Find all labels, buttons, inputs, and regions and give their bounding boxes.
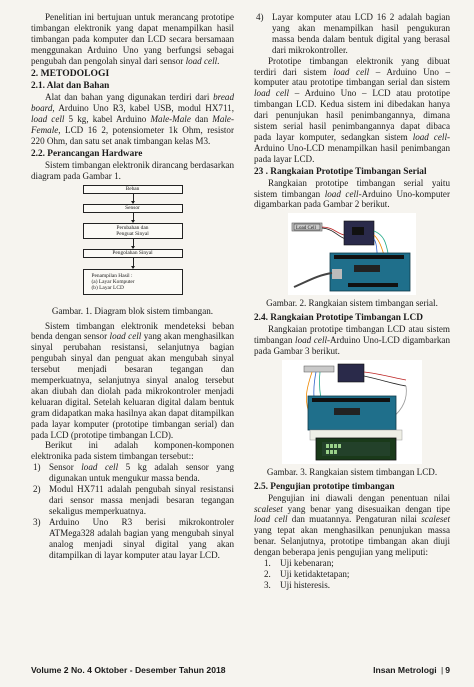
serial-paragraph: Rangkaian prototipe timbangan serial yaitu sistem timbangan load cell-Arduino Uno-komputer digambarkan pada Gambar 2 berikut. [254,177,450,210]
subsection-heading-lcd: 2.4. Rangkaian Prototipe Timbangan LCD [254,313,423,324]
prototipe-paragraph: Prototipe timbangan elektronik yang dibuat terdiri dari sistem load cell – Arduino Uno – komputer atau prototipe timbangan serial dan sistem load cell – Arduino Uno – LCD atau prototipe timbangan LCD. Kedua sistem ini dibedakan hanya dari penunjukan hasil penimbangannya, dimana sistem serial hasil penimbangannya dapat dibaca pada layar komputer, sedangkan sistem load cell-Arduino Uno-LCD menampilkan hasil penimbangan pada layar LCD. [254,55,451,164]
footer-separator: | [440,665,444,675]
figure-2-caption: Gambar. 2. Rangkaian sistem timbangan serial. [266,298,438,309]
serial-circuit-illustration [288,213,416,295]
lcd-circuit-illustration [282,360,422,464]
diagram-arrow [133,239,134,248]
left-column [31,12,234,560]
list-item: 3) Arduino Uno R3 berisi mikrokontroler ATMega328 adalah bagian yang mengubah sinyal analog menjadi sinyal digital yang akan ditampilkan di layar komputer atau layar LCD. [33,516,234,560]
page-footer [31,665,450,675]
list-item: 2) Modul HX711 adalah pengubah sinyal resistansi dari sensor massa menjadi besaran tegangan sekaligus memperkuatnya. [33,484,234,516]
subsection-heading-alat: 2.1. Alat dan Bahan [31,81,110,92]
diagram-text: Penguat Sinyal [116,231,149,237]
diagram-text: Perubahan dan [116,224,149,231]
page-number: 9 [445,665,450,675]
journal-name: Insan Metrologi [373,665,437,675]
subsection-heading-serial: 23 . Rangkaian Prototipe Timbangan Serial [254,166,427,177]
block-diagram [63,185,203,303]
test-list-item: 2. Uji ketidaktetapan; [264,569,350,579]
list-item: 1) Sensor load cell 5 kg adalah sensor yang digunakan untuk mengukur massa benda. [33,462,234,484]
diagram-text: (b) Layar LCD [91,285,124,292]
diagram-text: (a) Layar Komputer [91,279,135,285]
figure-3-caption: Gambar. 3. Rangkaian sistem timbangan LCD. [266,466,438,477]
diagram-box-pengolahan: Pengolahan Sinyal [83,249,183,258]
pengujian-paragraph: Pengujian ini diawali dengan penentuan nilai scaleset yang benar yang disesuaikan dengan tipe load cell dan muatannya. Pengaturan nilai scaleset yang tepat akan menghasilkan penunjukan massa benar. Selanjutnya, prototipe timbangan akan diuji dengan beberapa jenis pengujian yang meliputi: [254,492,450,558]
figure-3-photo [282,360,422,464]
diagram-text: Penampilan Hasil : [91,272,133,279]
diagram-box-perubahan [83,223,183,239]
diagram-arrow [133,213,134,222]
section-heading-metodologi: 2. METODOLOGI [31,67,110,79]
test-list-item: 3. Uji histeresis. [264,579,331,590]
komponen-paragraph: Berikut ini adalah komponen-komponen elektronika pada sistem timbangan tersebut:: [31,440,234,462]
diagram-arrow [133,194,134,203]
intro-paragraph: Penelitian ini bertujuan untuk merancang prototipe timbangan elektronik yang dapat menampilkan hasil timbangan pada komputer dan LCD secara bersamaan menggunakan Arduino Uno yang berfungsi sebagai pengubah dan pengolah sinyal dari sensor load cell. [31,12,234,66]
subsection-heading-pengujian: 2.5. Pengujian prototipe timbangan [254,481,395,492]
test-list-item: 1. Uji kebenaran; [264,558,334,569]
list-item: 4) Layar komputer atau LCD 16 2 adalah bagian yang akan menampilkan hasil pengukuran massa benda dalam bentuk digital yang berasal dari mikrokontroller. [256,12,450,55]
diagram-arrow [133,258,134,268]
diagram-box-sensor: Sensor [83,204,183,213]
figure-2-photo [288,213,416,295]
sistem-paragraph: Sistem timbangan elektronik mendeteksi beban benda dengan sensor load cell yang akan menghasilkan sinyal perubahan resistansi, selanjutnya bagian pengubah sinyal dan penguat akan mengubah sinyal tersebut menjadi besaran tegangan dan memperkuatnya, selanjutnya sinyal analog tersebut akan diubah dan diolah pada mikrokontroler menjadi keluaran digital. Setelah keluaran digital dalam bentuk gram didapatkan maka hasilnya akan dapat ditampilkan pada layar komputer (prototipe timbangan serial) dan pada LCD (prototipe timbangan LCD). [31,320,234,440]
figure-1-caption: Gambar. 1. Diagram blok sistem timbangan. [51,305,214,316]
diagram-box-penampilan [83,269,183,295]
diagram-box-beban: Beban [83,185,183,194]
load-cell-label: Load Cell [296,226,316,232]
right-column [254,12,450,591]
subsection-heading-perancangan: 2.2. Perancangan Hardware [31,148,143,159]
alat-paragraph: Alat dan bahan yang digunakan terdiri dari bread board, Arduino Uno R3, kabel USB, modul HX711, load cell 5 kg, kabel Arduino Male-Male dan Male-Female, LCD 16 2, potensiometer 1k Ohm, resistor 220 Ohm, dan satu set anak timbangan kelas M3. [31,92,234,146]
perancangan-paragraph: Sistem timbangan elektronik dirancang berdasarkan diagram pada Gambar 1. [31,159,234,181]
footer-journal [373,665,450,675]
footer-volume-info: Volume 2 No. 4 Oktober - Desember Tahun 2018 [31,665,226,675]
lcd-paragraph: Rangkaian prototipe timbangan LCD atau sistem timbangan load cell-Arduino Uno-LCD digambarkan pada Gambar 3 berikut. [254,324,450,356]
